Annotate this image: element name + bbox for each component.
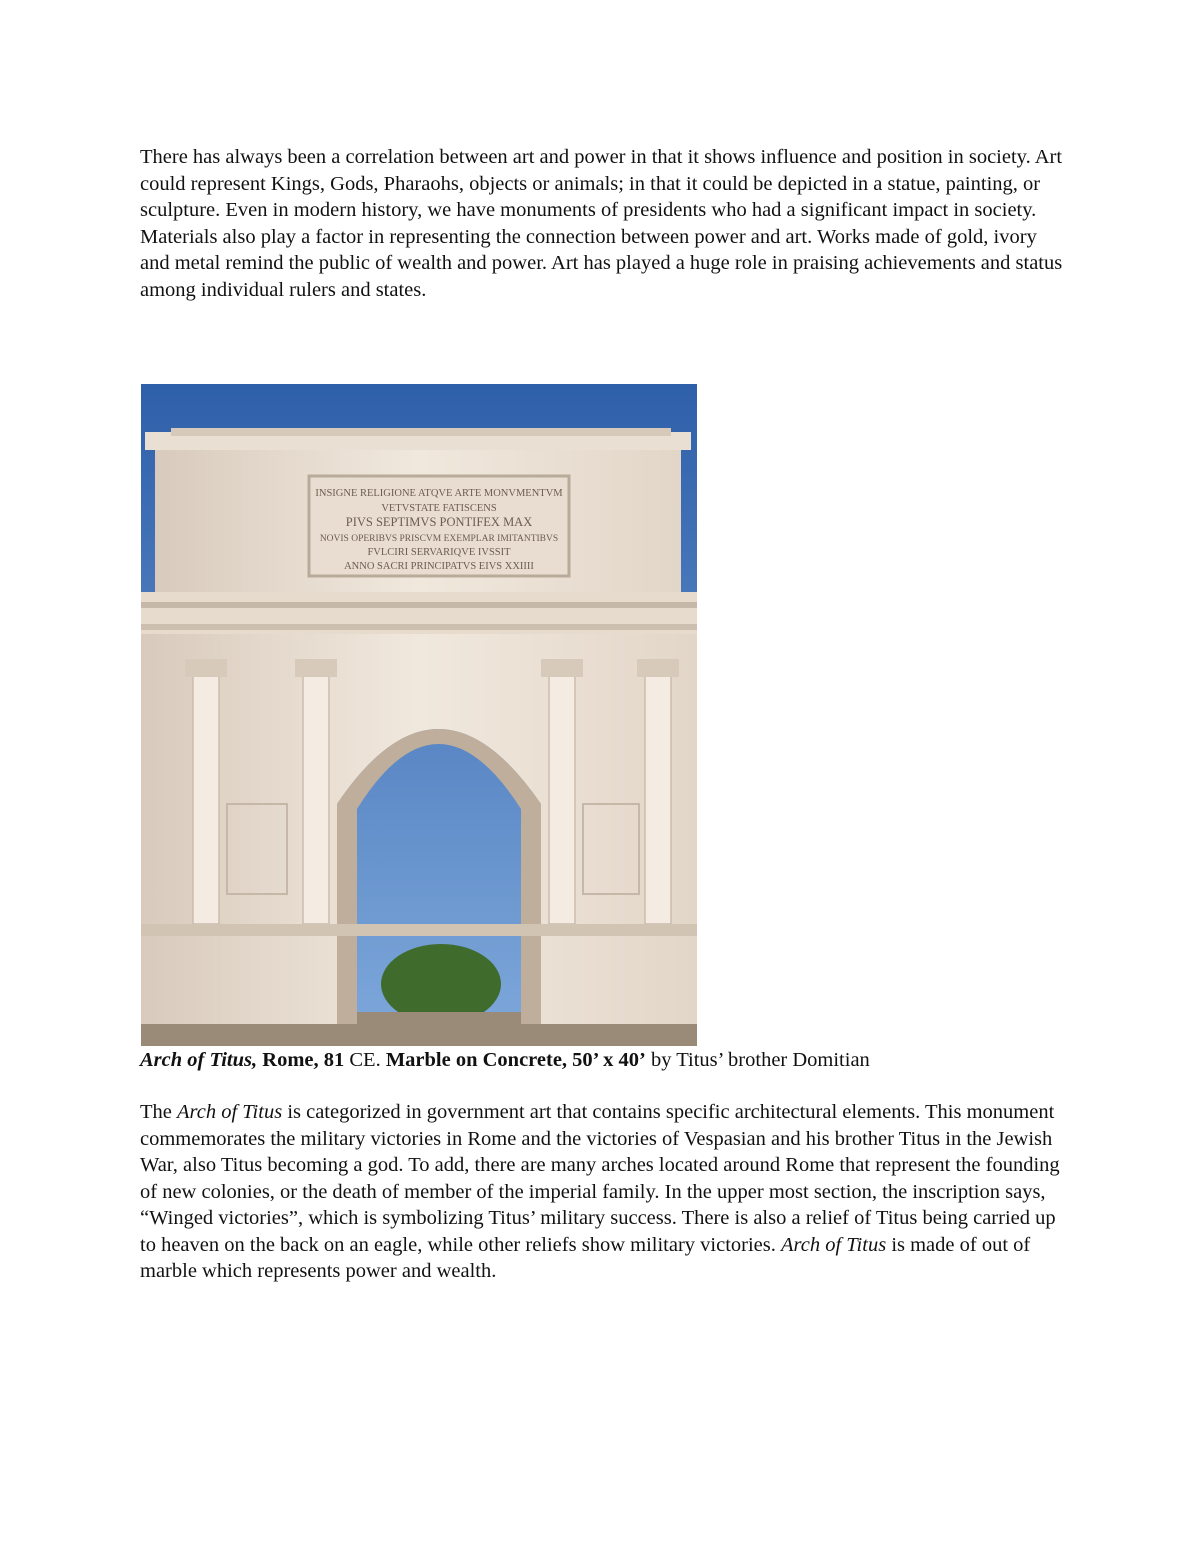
body-text: is categorized in government art that contains specific architectural elements. This monument commemorates the military victories in Rome and the victories of Vespasian and his brother Titus in the Jewish War, also Titus becoming a god. To add, there are many arches located around Rome that represent the founding of new colonies, or the death of member of the imperial family. In the upper most section, the inscription says, “Winged victories”, which is symbolizing Titus’ military success. There is also a relief of Titus being carried up to heaven on the back on an eagle, while other reliefs show military victories. — [140, 1101, 1060, 1256]
inscription-line-1: INSIGNE RELIGIONE ATQVE ARTE MONVMENTVM — [315, 488, 563, 499]
inscription-line-3: PIVS SEPTIMVS PONTIFEX MAX — [345, 515, 533, 529]
caption-place-date: Rome, 81 — [257, 1049, 345, 1071]
artwork-title: Arch of Titus — [781, 1233, 887, 1256]
inscription-line-5: FVLCIRI SERVARIQVE IVSSIT — [367, 547, 511, 558]
arch-of-titus-photo — [141, 384, 697, 1046]
body-text: The — [140, 1101, 177, 1123]
caption-era: CE. — [344, 1049, 386, 1071]
inscription-line-2: VETVSTATE FATISCENS — [381, 503, 497, 514]
caption-material-dims: Marble on Concrete, 50’ x 40’ — [385, 1049, 646, 1071]
caption-artist: by Titus’ brother Domitian — [645, 1049, 870, 1071]
body-text: is made of out of marble which represents power and wealth. — [140, 1233, 1031, 1282]
analysis-paragraph — [140, 1099, 1070, 1285]
intro-paragraph: There has always been a correlation between art and power in that it shows influence and position in society. Art could represent Kings, Gods, Pharaohs, objects or animals; in that it could be depicted in a statue, painting, or sculpture. Even in modern history, we have monuments of presidents who had a significant impact in society. Materials also play a factor in representing the connection between power and art. Works made of gold, ivory and metal remind the public of wealth and power. Art has played a huge role in praising achievements and status among individual rulers and states. — [140, 146, 1063, 301]
caption-title: Arch of Titus, — [140, 1049, 258, 1071]
image-caption — [140, 1047, 870, 1074]
artwork-title: Arch of Titus — [177, 1101, 283, 1123]
inscription-line-4: NOVIS OPERIBVS PRISCVM EXEMPLAR IMITANTIBVS — [319, 534, 559, 544]
inscription-line-6: ANNO SACRI PRINCIPATVS EIVS XXIIII — [344, 561, 534, 572]
